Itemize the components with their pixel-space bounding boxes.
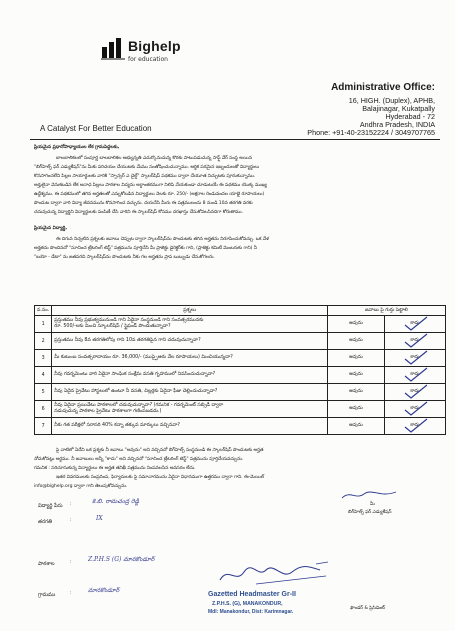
table-row [35,350,446,367]
answer-no-option[interactable] [385,350,446,367]
checkmark-icon [403,316,429,332]
paragraph-line: కొనసాగించలేని పిల్లల సాయార్థులకు వారికి "స్పాన్సర్ ఎ చైల్డ్" స్కాలర్‌షిప్ పథకము ద్వారా చేయూత నిచ్చుటకు పూనుకున్నాము. [34,174,256,179]
paragraph-line: అర్హులైనా వెనుకబడిన లేక అనాధ పిల్లలు పాఠశాల విద్యను అర్ధాంతరముగా నిలిపి వేయకుండా చూడుటయే ఈ పథకము యొక్క ముఖ్య [34,183,267,188]
field-label-school: పాఠశాల [38,561,55,567]
brand-name: Bighelp [128,38,181,54]
answer-yes-option[interactable]: అవును [328,333,385,350]
checkmark-icon [403,384,429,400]
question-number: 5 [35,384,52,401]
answer-yes-option[interactable]: అవును [328,401,385,418]
table-row [35,384,446,401]
eligibility-table [34,305,446,435]
question-text [52,418,328,435]
signoff-line1: మీ [370,502,375,507]
office-title: Administrative Office: [331,82,435,93]
paragraph-line: ఈ దిగువ నిచ్చటిన ప్రశ్నలకు జవాబు చెప్పుట ద్వారా స్కాలర్‌షిప్‌ను పొందుటకు తగిన అర్హతను నిరూపించుకోవచ్చు. ఒక వేళ [56,237,269,242]
question-number: 2 [35,333,52,350]
table-row [35,316,446,333]
letter-page: Bighelp for education A Catalyst For Better Education Administrative Office: 16, HIGH. (Duplex), APHB, Balajinagar, Kukatpally Hyderabad - 72 Andhra Pradesh, INDIA Phone: +91-40-23152224 / 3049707765 ప్రియమైన ప్రధానోపాధ్యాయుల లేక గ్రామపెద్దలకు, బాలబాలికలలో సంపూర్ణ బాలబాలికల అభ్యున్నతి ఎదుర్కొనుచున్న కొరకు పాటుపడుచున్న సాఫ్ట్ వేర్ సంస్థ అయిన "బిగ్‌హెల్ప్ ఫర్ ఎడ్యుకేషన్"ను మీకు పరిచయం చేయుటకు మేము సంతోషించుచున్నాము. ఆర్థిక పరమైన ఇబ్బందులతో విద్యార్థులు కొనసాగించలేని పిల్లల సాయార్థులకు వారికి "స్పాన్సర్ ఎ చైల్డ్" స్కాలర్‌షిప్ పథకము ద్వారా చేయూత నిచ్చుటకు పూనుకున్నాము. అర్హులైనా వెనుకబడిన లేక అనాధ పిల్లలు పాఠశాల విద్యను అర్ధాంతరముగా నిలిపి వేయకుండా చూడుటయే ఈ పథకము యొక్క ముఖ్య ఉద్దేశ్యము. ఈ పథకములో తగిన అర్హతలతో ఎన్నుకోబడిన విద్యార్థులు నెలకు రూ. 250/- (అక్షరాల రెండువందల యాభై రూపాయలు) పొందుట ద్వారా వారి విద్యా జీవనమును కొనసాగించ వచ్చును. దయచేసి మీరు ఈ పత్రములందు 8 నుండి 10వ తరగతి వరకు చదువుచున్న విద్యార్థిని విద్యార్థులకు పంపిణీ చేసి వారిని ఈ స్కాలర్‌షిప్ కోసము దరఖాస్తు చేసుకోవలసినదిగా కోరుతాము. ప్రియమైన విద్యార్థి, ఈ దిగువ నిచ్చటిన ప్రశ్నలకు జవాబు చెప్పుట ద్వారా స్కాలర్‌షిప్‌ను పొందుటకు తగిన అర్హతను నిరూపించుకోవచ్చు. ఒక వేళ అర్హతను పొందినచో "సూచించ ట్రేటరింగ్ టెస్ట్" పత్రమును పూర్తిచేసి మీ ప్రాజెక్టు డైరెక్టర్‌కు గాని, (ప్రాజెక్టు కమిటీ మెంబరుకు గాని) నీ "బయో - డేటా" ను జతపరచి స్కాలర్‌షిప్‌ను పొందుటకు నీకు గల అర్హతను ప్రాప బుబ్బుడు చేసుకోగలరు. వ.సం. ప్రశ్నలు జవాబు పై గుర్తు పెట్టాలి 1 ప్రస్తుతము నీవు ప్రభుత్వమునుండి గాని ఏదైనా సంస్థనుండి గాని సంవత్సరమునకు రూ. 500/-లకు మించి స్కూలర్‌షిప్ / స్టైఫండ్ పొందుతున్నావా? అవును కాదు 2 ప్రస్తుతము నీవు 8వ తరగతిలోపు గాని 10వ తరగతిపైన గాని చదువుచున్నావా? అవును కాదు 3 మీ కుటుంబ సంవత్సరాదాయం రూ. 36,000/- (ముప్పైఆరు వేల రూపాయలు) మించియున్నదా? అవును కాదు 4 నీవు గవర్నమెంటు వారి ఏదైనా సాంఘిక సంక్షేమ వసతి గృహములో నివసించుచున్నావా? అవును కాదు 5 నీవు ఏదైన ప్రైవేటు హాస్టలులో ఉంటూ నీ వసతి, చిల్లర్లకు ఏదైనా ఫీజు చెల్లించుచున్నావా? అవును కాదు 6 నీవు ఏదైనా ప్రయివేటు పాఠశాలలో చదువుచున్నావా? (గమనిక - గవర్నమెంట్ సబ్సిడీ ద్వారా నడుపుచున్న పాఠశాల ప్రైవేటు పాఠశాలగా గణింపబడదు.) అవును కాదు 7 నీకు గత పరీక్షలో సరాసరి 40% కన్నా తక్కువ మార్కులు వచ్చినవా? అవును కాదు పై వాటిలో ఏదేని ఒక ప్రశ్నకు నీ జవాబు "అవును" అని వచ్చినచో బిగ్‌హెల్ప్ సంస్థనుండి ఈ స్కాలర్‌షిప్ పొందుటకు అర్హత నోచుకోనట్లు అర్థము. నీ జవాబులు అన్నీ "కాదు" అని వచ్చినచో "సూచించ ట్రేటరింగ్ టెస్ట్" పత్రమును పూర్తిచేయవచ్చును. గమనిక : సరిచూసుకున్న విద్యార్థులు ఈ అర్హత తనిఖీ పత్రమును నింపవలసిన అవసరం లేదు. ఇతర వివరములకు సంప్రదింప, ఫిర్యాదులకు పై సమాచారమును ఏదైనా విధానముగా ఉత్తరము ద్వారా గాని. ఈ-మెయిల్ info@bighelp.org ద్వారా గాని తెలుపుకోవచ్చును. విద్యార్థి పేరు : కె.బి. రామచంద్ర రెడ్డి తరగతి : IX పాఠశాల : Z.P.H.S (G) మానకొండూర్ గ్రామము : మానకొండూర్ మీ బిగ్‌హెల్ప్ ఫర్ ఎడ్యుకేషన్ ఫౌండర్ & ప్రెసిడెంట్ Gazetted Headmaster Gr-II Z.P.H.S. (G), MANAKONDUR, Mdl: Manakondur, Dist: Karimnagar. [0,0,455,631]
paragraph-line: చదువుచున్న విద్యార్థిని విద్యార్థులకు పంపిణీ చేసి వారిని ఈ స్కాలర్‌షిప్ కోసము దరఖాస్తు చేసుకోవలసినదిగా కోరుతాము. [34,210,243,215]
question-text-line: ప్రస్తుతము నీవు ప్రభుత్వమునుండి గాని ఏదైనా సంస్థనుండి గాని సంవత్సరమునకు [54,318,204,323]
checkmark-icon [403,418,429,434]
column-header-answer: జవాబు పై గుర్తు పెట్టాలి [328,306,446,316]
paragraph-line: పై వాటిలో ఏదేని ఒక ప్రశ్నకు నీ జవాబు "అవును" అని వచ్చినచో బిగ్‌హెల్ప్ సంస్థనుండి ఈ స్కాలర్‌షిప్ పొందుటకు అర్హత [56,448,264,453]
question-text [52,367,328,384]
answer-no-label: కాదు [410,372,420,377]
answer-yes-option[interactable]: అవును [328,384,385,401]
question-text-line: నీవు ఏదైనా ప్రయివేటు పాఠశాలలో చదువుచున్నావా? (గమనిక - గవర్నమెంట్ సబ్సిడీ ద్వారా [54,403,224,408]
question-text-line: ప్రస్తుతము నీవు 8వ తరగతిలోపు గాని 10వ తరగతిపైన గాని చదువుచున్నావా? [54,338,201,343]
question-text [52,316,328,333]
question-number: 4 [35,367,52,384]
paragraph-line: బాలబాలికలలో సంపూర్ణ బాలబాలికల అభ్యున్నతి ఎదుర్కొనుచున్న కొరకు పాటుపడుచున్న సాఫ్ట్ వేర్ సంస్థ అయిన [56,156,252,161]
answer-no-option[interactable] [385,418,446,435]
paragraph-line: "బిగ్‌హెల్ప్ ఫర్ ఎడ్యుకేషన్"ను మీకు పరిచయం చేయుటకు మేము సంతోషించుచున్నాము. ఆర్థిక పరమైన ఇబ్బందులతో విద్యార్థులు [34,165,260,170]
checkmark-icon [403,401,429,417]
table-row [35,333,446,350]
question-text-line: నీవు ఏదైన ప్రైవేటు హాస్టలులో ఉంటూ నీ వసతి, చిల్లర్లకు ఏదైనా ఫీజు చెల్లించుచున్నావా? [54,389,218,394]
answer-no-option[interactable] [385,401,446,418]
answer-no-label: కాదు [410,389,420,394]
brand-subtitle: for education [128,56,168,63]
address-phone: Phone: +91-40-23152224 / 3049707765 [307,128,435,137]
paragraph-line: నోచుకోనట్లు అర్థము. నీ జవాబులు అన్నీ "కాదు" అని వచ్చినచో "సూచించ ట్రేటరింగ్ టెస్ట్" పత్రమును పూర్తిచేయవచ్చును. [34,457,244,462]
signoff-designation: ఫౌండర్ & ప్రెసిడెంట్ [350,606,385,611]
question-text-line: నడుపుచున్న పాఠశాల ప్రైవేటు పాఠశాలగా గణింపబడదు.) [54,409,162,414]
answer-no-option[interactable] [385,367,446,384]
address-line: Hyderabad - 72 [385,112,435,121]
address-line: Andhra Pradesh, INDIA [359,120,435,129]
stamp-school: Z.P.H.S. (G), MANAKONDUR, [212,601,283,607]
salutation: ప్రియమైన ప్రధానోపాధ్యాయుల లేక గ్రామపెద్దలకు, [34,145,120,150]
contact-line: info@bighelp.org ద్వారా గాని తెలుపుకోవచ్చును. [34,484,128,489]
checkmark-icon [403,333,429,349]
question-text [52,384,328,401]
column-header-question: ప్రశ్నలు [52,306,328,316]
answer-no-option[interactable] [385,384,446,401]
question-number: 7 [35,418,52,435]
question-text-line: నీకు గత పరీక్షలో సరాసరి 40% కన్నా తక్కువ మార్కులు వచ్చినవా? [54,423,180,428]
salutation-student: ప్రియమైన విద్యార్థి, [34,226,68,231]
question-number: 3 [35,350,52,367]
checkmark-icon [403,367,429,383]
answer-no-option[interactable] [385,333,446,350]
header-divider [30,139,440,140]
answer-yes-option[interactable]: అవును [328,316,385,333]
column-header-number: వ.సం. [35,306,52,316]
answer-no-label: కాదు [410,406,420,411]
question-text [52,350,328,367]
table-row [35,418,446,435]
question-text-line: రూ. 500/-లకు మించి స్కూలర్‌షిప్ / స్టైఫండ్ పొందుతున్నావా? [54,324,171,329]
answer-no-option[interactable] [385,316,446,333]
stamp-district: Mdl: Manakondur, Dist: Karimnagar. [208,609,294,615]
answer-yes-option[interactable]: అవును [328,418,385,435]
field-label-class: తరగతి [38,519,52,525]
answer-no-label: కాదు [410,423,420,428]
question-text-line: మీ కుటుంబ సంవత్సరాదాయం రూ. 36,000/- (ముప్పైఆరు వేల రూపాయలు) మించియున్నదా? [54,355,233,360]
field-label-village: గ్రామము [38,592,56,598]
question-number: 6 [35,401,52,418]
checkmark-icon [403,350,429,366]
tagline: A Catalyst For Better Education [40,124,152,133]
field-value-village: మానకొండూర్ [88,587,120,594]
paragraph-line: ఉద్దేశ్యము. ఈ పథకములో తగిన అర్హతలతో ఎన్నుకోబడిన విద్యార్థులు నెలకు రూ. 250/- (అక్షరాల రెండువందల యాభై రూపాయలు) [34,192,265,197]
bighelp-logo-icon [100,38,126,60]
note-line: గమనిక : సరిచూసుకున్న విద్యార్థులు ఈ అర్హత తనిఖీ పత్రమును నింపవలసిన అవసరం లేదు. [34,466,196,471]
table-row [35,367,446,384]
question-text-line: నీవు గవర్నమెంటు వారి ఏదైనా సాంఘిక సంక్షేమ వసతి గృహములో నివసించుచున్నావా? [54,372,216,377]
answer-no-label: కాదు [410,321,420,326]
founder-signature-icon [340,488,400,502]
signoff-org: బిగ్‌హెల్ప్ ఫర్ ఎడ్యుకేషన్ [348,510,392,515]
headmaster-signature-icon [216,560,336,588]
paragraph-line: ఇతర వివరములకు సంప్రదింప, ఫిర్యాదులకు పై సమాచారమును ఏదైనా విధానముగా ఉత్తరము ద్వారా గాని. ఈ-మెయిల్ [56,475,264,480]
stamp-title: Gazetted Headmaster Gr-II [208,591,296,598]
field-value-school: Z.P.H.S (G) మానకొండూర్ [88,556,155,563]
paragraph-line: పొందుట ద్వారా వారి విద్యా జీవనమును కొనసాగించ వచ్చును. దయచేసి మీరు ఈ పత్రములందు 8 నుండి 10వ తరగతి వరకు [34,201,253,206]
address-line: 16, HIGH. (Duplex), APHB, [348,96,435,105]
paragraph-line: "బయో - డేటా" ను జతపరచి స్కాలర్‌షిప్‌ను పొందుటకు నీకు గల అర్హతను ప్రాప బుబ్బుడు చేసుకోగలరు. [34,255,215,260]
address-line: Balajinagar, Kukatpally [362,104,435,113]
answer-yes-option[interactable]: అవును [328,367,385,384]
table-header-row [35,306,446,316]
answer-no-label: కాదు [410,355,420,360]
paragraph-line: అర్హతను పొందినచో "సూచించ ట్రేటరింగ్ టెస్ట్" పత్రమును పూర్తిచేసి మీ ప్రాజెక్టు డైరెక్టర్‌కు గాని, (ప్రాజెక్టు కమిటీ మెంబరుకు గాని) నీ [34,246,257,251]
question-number: 1 [35,316,52,333]
question-text [52,401,328,418]
table-row [35,401,446,418]
field-label-student-name: విద్యార్థి పేరు [38,503,63,509]
answer-yes-option[interactable]: అవును [328,350,385,367]
answer-no-label: కాదు [410,338,420,343]
question-text [52,333,328,350]
field-value-student-name: కె.బి. రామచంద్ర రెడ్డి [92,498,140,505]
field-value-class: IX [96,515,103,522]
